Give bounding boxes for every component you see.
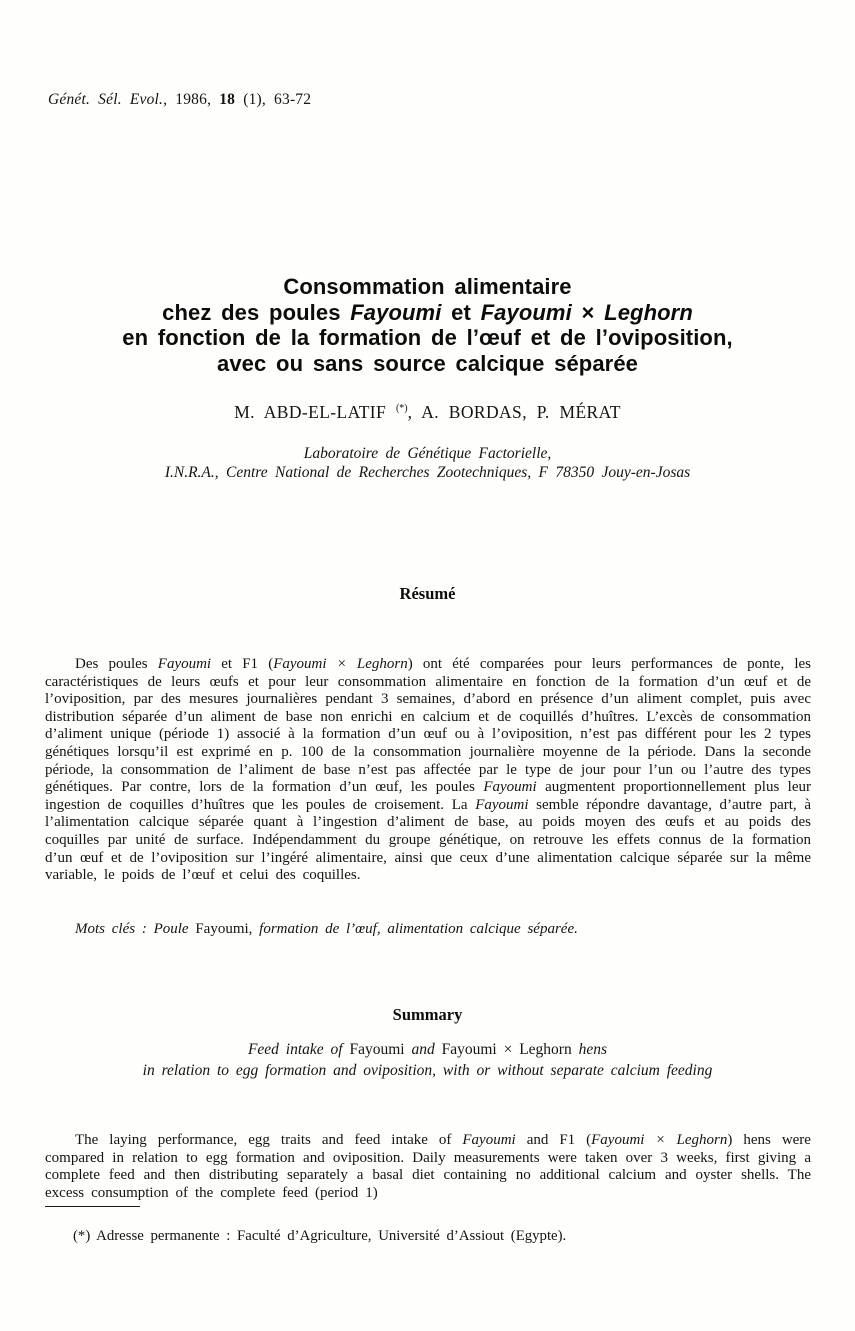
affiliation-line-2: I.N.R.A., Centre National de Recherches Zootechniques, F 78350 Jouy-en-Josas — [164, 464, 691, 481]
footnote-divider — [45, 1206, 140, 1207]
article-title-line-4: avec ou sans source calcique séparée — [217, 350, 638, 376]
summary-heading: Summary — [392, 1005, 463, 1024]
summary-subtitle-line-2: in relation to egg formation and oviposition, with or without separate calcium feeding — [142, 1061, 713, 1079]
article-title-line-3: en fonction de la formation de l’œuf et de l’oviposition, — [122, 325, 733, 350]
article-title-line-2: chez des poules Fayoumi et Fayoumi × Leghorn — [162, 299, 693, 325]
keywords-line: Mots clés : Poule Fayoumi, formation de l’œuf, alimentation calcique séparée. — [75, 921, 578, 937]
article-title — [0, 274, 855, 376]
french-abstract: Des poules Fayoumi et F1 (Fayoumi × Leghorn) ont été comparées pour leurs performances de ponte, les caractéristiques de leurs œufs et pour leur consommation alimentaire en fonction de la formation d’un œuf et de l’oviposition, par des mesures journalières pendant 3 semaines, d’abord en présence d’un aliment complet, puis avec distribution séparée d’un aliment de base non enrichi en calcium et de coquillés d’huîtres. L’excès de consommation d’aliment unique (période 1) associé à la formation d’un œuf ou à l’oviposition, n’est pas différent pour les 2 types génétiques lorsqu’il est exprimé en p. 100 de la consommation journalière moyenne de la période. Dans la seconde période, la consommation de l’aliment de base n’est pas affectée par le type de jour pour l’un ou l’autre des types génétiques. Par contre, lors de la formation d’un œuf, les poules Fayoumi augmentent proportionnellement plus leur ingestion de coquilles d’huîtres que les poules de croisement. La Fayoumi semble répondre davantage, d’autre part, à l’alimentation calcique séparée quant à l’ingestion d’aliment de base, au poids moyen des œufs et au poids des coquilles par unité de surface. Indépendamment du groupe génétique, on retrouve les effets connus de la formation d’un œuf et de l’oviposition sur l’ingéré alimentaire, ainsi que ceux d’une alimentation calcique séparée sur la même variable, le poids de l’œuf et celui des coquilles. — [45, 656, 812, 884]
journal-reference: Génét. Sél. Evol., 1986, 18 (1), 63-72 — [48, 91, 312, 108]
authors-line: M. ABD-EL-LATIF (*), A. BORDAS, P. MÉRAT — [234, 402, 621, 422]
article-title-line-1: Consommation alimentaire — [283, 274, 572, 299]
affiliation-line-1: Laboratoire de Génétique Factorielle, — [303, 445, 552, 462]
affiliation — [0, 444, 855, 482]
summary-subtitle — [0, 1040, 855, 1081]
summary-subtitle-line-1: Feed intake of Fayoumi and Fayoumi × Leghorn hens — [247, 1041, 608, 1058]
english-abstract: The laying performance, egg traits and feed intake of Fayoumi and F1 (Fayoumi × Leghorn) hens were compared in relation to egg formation and oviposition. Daily measurements were taken over 3 weeks, first giving a complete feed and then distributing separately a basal diet containing no additional calcium and oyster shells. The excess consumption of the complete feed (period 1) — [45, 1132, 811, 1201]
resume-heading: Résumé — [399, 584, 456, 603]
author-footnote: (*) Adresse permanente : Faculté d’Agriculture, Université d’Assiout (Egypte). — [73, 1227, 567, 1244]
